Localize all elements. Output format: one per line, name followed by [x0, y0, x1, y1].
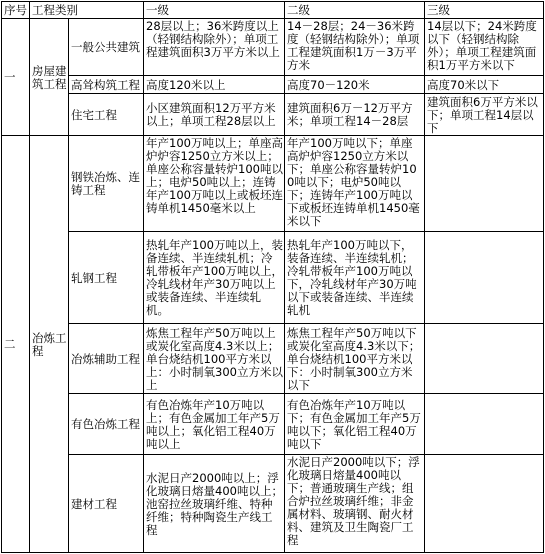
header-level2: 二级: [285, 1, 425, 19]
row-level2: 建筑面积6万－12万平方米；单项工程14－28层: [285, 94, 425, 136]
section-category: 房屋建筑工程: [30, 19, 69, 136]
row-level2: 年产100万吨以下；单座高炉炉容1250立方米以下；单座公称容量转炉100吨以下；电炉50吨以下；连铸年产100万吨以下或板坯连铸单机1450毫米以下: [285, 136, 425, 232]
row-level2: 有色冶炼年产10万吨以下；有色金属加工年产5万吨以下；氧化铝工程40万吨以下: [285, 394, 425, 455]
row-level2: 水泥日产2000吨以下；浮化玻璃日熔量400吨以下；普通玻璃生产线；组合炉拉丝玻璃纤维；非金属材料、玻璃钢、耐火材料、建筑及卫生陶瓷厂工程: [285, 455, 425, 553]
row-level3: [425, 324, 544, 394]
row-level2: 热轧年产100万吨以下，装备连续、半连续轧机；冷轧带板年产100万吨以下，冷轧线材年产30万吨以下或装备连续、半连续轧机: [285, 232, 425, 324]
row-level3: 建筑面积6万平方米以下；单项工程14层以下: [425, 94, 544, 136]
row-level3: 高度70米以下: [425, 76, 544, 94]
row-type: 轧钢工程: [69, 232, 144, 324]
row-level1: 28层以上；36米跨度以上（轻钢结构除外）；单项工程建筑面积3万平方米以上: [144, 19, 285, 76]
row-level2: 14－28层；24－36米跨度（轻钢结构除外）；单项工程建筑面积1万－3万平方米: [285, 19, 425, 76]
section-index: 二: [1, 136, 30, 553]
row-level1: 小区建筑面积12万平方米以上；单项工程28层以上: [144, 94, 285, 136]
row-level3: [425, 232, 544, 324]
row-type: 钢铁冶炼、连铸工程: [69, 136, 144, 232]
row-type: 住宅工程: [69, 94, 144, 136]
row-type: 有色冶炼工程: [69, 394, 144, 455]
row-level1: 炼焦工程年产50万吨以上或炭化室高度4.3米以上；单台烧结机100平方米以上：小时制氧300立方米以上: [144, 324, 285, 394]
header-category: 工程类别: [30, 1, 144, 19]
row-level1: 高度120米以上: [144, 76, 285, 94]
row-type: 建材工程: [69, 455, 144, 553]
section-category: 冶炼工程: [30, 136, 69, 553]
row-type: 高耸构筑工程: [69, 76, 144, 94]
row-type: 冶炼辅助工程: [69, 324, 144, 394]
row-level1: 年产100万吨以上；单座高炉炉容1250立方米以上；单座公称容量转炉100吨以上；电炉50吨以上；连铸年产100万吨以上或板坯连铸单机1450毫米以上: [144, 136, 285, 232]
row-level1: 有色冶炼年产10万吨以上；有色金属加工年产5万吨以上；氧化铝工程40万吨以上: [144, 394, 285, 455]
header-level1: 一级: [144, 1, 285, 19]
section-index: 一: [1, 19, 30, 136]
header-level3: 三级: [425, 1, 544, 19]
row-type: 一般公共建筑: [69, 19, 144, 76]
row-level3: [425, 455, 544, 553]
row-level3: [425, 394, 544, 455]
row-level2: 高度70－120米: [285, 76, 425, 94]
row-level3: 14层以下；24米跨度以下（轻钢结构除外）；单项工程建筑面积1万平方米以下: [425, 19, 544, 76]
row-level1: 水泥日产2000吨以上；浮化玻璃日熔量400吨以上；池窑拉丝玻璃纤维、特种纤维；特种陶瓷生产线工程: [144, 455, 285, 553]
row-level1: 热轧年产100万吨以上，装备连续、半连续轧机；冷轧带板年产100万吨以上，冷轧线材年产30万吨以上或装备连续、半连续轧机。: [144, 232, 285, 324]
header-index: 序号: [1, 1, 30, 19]
row-level2: 炼焦工程年产50万吨以下或炭化室高度4.3米以下；单台烧结机100平方米以下：小时制氧300立方米以下: [285, 324, 425, 394]
row-level3: [425, 136, 544, 232]
